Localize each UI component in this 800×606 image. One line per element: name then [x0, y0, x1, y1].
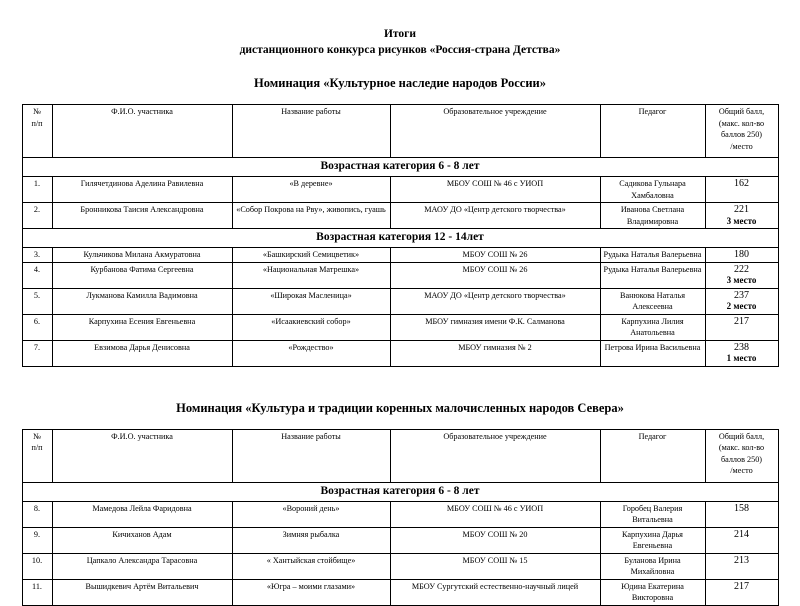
cell-participant-name: Курбанова Фатима Сергеевна — [52, 262, 232, 288]
column-header-score-line1: Общий балл, — [718, 107, 765, 116]
score-value: 217 — [734, 580, 749, 592]
score-value: 222 — [734, 263, 749, 275]
cell-score — [705, 527, 778, 553]
cell-score — [705, 340, 778, 366]
score-place: 1 место — [726, 353, 757, 363]
cell-teacher: Иванова Светлана Владимировна — [600, 203, 705, 229]
age-category-row — [22, 229, 778, 248]
score-value: 221 — [734, 204, 749, 215]
cell-work-title: «Национальная Матрешка» — [232, 262, 390, 288]
cell-institution: МБОУ СОШ № 26 — [390, 262, 600, 288]
cell-number: 9. — [22, 527, 52, 553]
score-place: 3 место — [726, 215, 757, 226]
cell-number: 7. — [22, 340, 52, 366]
cell-institution: МБОУ Сургутский естественно-научный лицей — [390, 579, 600, 605]
cell-work-title: Зимняя рыбалка — [232, 527, 390, 553]
cell-participant-name: Лукманова Камилла Вадимовна — [52, 288, 232, 314]
cell-score — [705, 177, 778, 203]
cell-participant-name: Бронникова Таисия Александровна — [52, 203, 232, 229]
column-header-score-line3: баллов 250) — [720, 454, 763, 464]
cell-institution: МБОУ СОШ № 46 с УИОП — [390, 177, 600, 203]
results-table-wrapper-2 — [0, 416, 800, 606]
column-header-teacher: Педагог — [600, 105, 705, 158]
cell-institution: МБОУ СОШ № 46 с УИОП — [390, 501, 600, 527]
table-row — [22, 177, 778, 203]
section-spacer-1 — [0, 367, 800, 383]
cell-teacher: Рудыка Наталья Валерьевна — [600, 248, 705, 263]
column-header-work: Название работы — [232, 429, 390, 482]
table-header-row — [22, 429, 778, 482]
cell-institution: МАОУ ДО «Центр детского творчества» — [390, 203, 600, 229]
score-value: 158 — [734, 502, 749, 514]
cell-institution: МБОУ СОШ № 26 — [390, 248, 600, 263]
age-category-label: Возрастная категория 12 - 14лет — [22, 229, 778, 248]
cell-number: 11. — [22, 579, 52, 605]
column-header-fio: Ф.И.О. участника — [52, 105, 232, 158]
age-category-label: Возрастная категория 6 - 8 лет — [22, 158, 778, 177]
cell-participant-name: Гилячетдинова Аделина Равилевна — [52, 177, 232, 203]
cell-participant-name: Кичиханов Адам — [52, 527, 232, 553]
score-value: 217 — [734, 315, 749, 327]
cell-teacher: Карпухина Дарья Евгеньевна — [600, 527, 705, 553]
cell-work-title: « Хантыйская стойбище» — [232, 553, 390, 579]
table-row — [22, 203, 778, 229]
cell-number: 8. — [22, 501, 52, 527]
table-row — [22, 248, 778, 263]
table-row — [22, 579, 778, 605]
table-row — [22, 501, 778, 527]
column-header-fio: Ф.И.О. участника — [52, 429, 232, 482]
column-header-num — [22, 429, 52, 482]
cell-score — [705, 203, 778, 229]
table-header-1 — [22, 105, 778, 158]
document-title-block — [0, 0, 800, 58]
cell-score — [705, 314, 778, 340]
table-row — [22, 527, 778, 553]
column-header-num-line2: п/п — [31, 118, 43, 128]
cell-work-title: «Вороний день» — [232, 501, 390, 527]
score-value: 213 — [734, 554, 749, 566]
cell-participant-name: Кульчикова Милана Акмуратовна — [52, 248, 232, 263]
table-header-2 — [22, 429, 778, 482]
age-category-row — [22, 482, 778, 501]
cell-teacher: Горобец Валерия Витальевна — [600, 501, 705, 527]
cell-participant-name: Вышидкевич Артём Витальевич — [52, 579, 232, 605]
score-place: 3 место — [726, 275, 757, 285]
cell-institution: МБОУ гимназия имени Ф.К. Салманова — [390, 314, 600, 340]
score-value: 180 — [734, 249, 749, 260]
results-table-2 — [22, 429, 779, 606]
column-header-num-line2: п/п — [31, 443, 43, 452]
cell-score — [705, 501, 778, 527]
page-title-line-1: Итоги — [383, 28, 417, 40]
cell-number: 10. — [22, 553, 52, 579]
column-header-teacher: Педагог — [600, 429, 705, 482]
column-header-score-line2: (макс. кол-во — [718, 118, 765, 128]
score-value: 162 — [734, 178, 749, 189]
cell-number: 4. — [22, 262, 52, 288]
cell-teacher: Юдина Екатерина Викторовна — [600, 579, 705, 605]
age-category-row — [22, 158, 778, 177]
column-header-num — [22, 105, 52, 158]
cell-work-title: «Башкирский Семицветик» — [232, 248, 390, 263]
column-header-score-line3: баллов 250) — [720, 130, 763, 139]
column-header-score-line4: /место — [730, 141, 753, 151]
score-value: 214 — [734, 528, 749, 540]
column-header-num-line1: № — [33, 431, 41, 441]
column-header-institution: Образовательное учреждение — [390, 105, 600, 158]
cell-teacher: Рудыка Наталья Валерьевна — [600, 262, 705, 288]
cell-teacher: Петрова Ирина Васильевна — [600, 340, 705, 366]
cell-work-title: «В деревне» — [232, 177, 390, 203]
table-row — [22, 288, 778, 314]
column-header-institution: Образовательное учреждение — [390, 429, 600, 482]
table-row — [22, 314, 778, 340]
cell-work-title: «Широкая Масленица» — [232, 288, 390, 314]
cell-work-title: «Исаакиевский собор» — [232, 314, 390, 340]
column-header-score-line4: /место — [730, 466, 753, 475]
cell-institution: МБОУ СОШ № 15 — [390, 553, 600, 579]
score-value: 237 — [734, 289, 749, 301]
results-table-wrapper-1 — [0, 91, 800, 367]
cell-number: 6. — [22, 314, 52, 340]
cell-participant-name: Евзимова Дарья Денисовна — [52, 340, 232, 366]
column-header-score — [705, 105, 778, 158]
cell-teacher: Ванюкова Наталья Алексеевна — [600, 288, 705, 314]
cell-score — [705, 262, 778, 288]
cell-score — [705, 288, 778, 314]
cell-participant-name: Мамедова Лейла Фаридовна — [52, 501, 232, 527]
table-row — [22, 262, 778, 288]
cell-number: 2. — [22, 203, 52, 229]
score-place: 2 место — [726, 301, 757, 311]
cell-work-title: «Рождество» — [232, 340, 390, 366]
cell-work-title: «Собор Покрова на Рву», живопись, гуашь — [232, 203, 390, 229]
cell-institution: МБОУ СОШ № 20 — [390, 527, 600, 553]
cell-institution: МАОУ ДО «Центр детского творчества» — [390, 288, 600, 314]
table-body-2 — [22, 482, 778, 605]
cell-score — [705, 248, 778, 263]
cell-teacher: Карпухина Лилия Анатольевна — [600, 314, 705, 340]
cell-participant-name: Цапкало Александра Тарасовна — [52, 553, 232, 579]
table-body-1 — [22, 158, 778, 367]
age-category-label: Возрастная категория 6 - 8 лет — [22, 482, 778, 501]
cell-number: 5. — [22, 288, 52, 314]
cell-teacher: Садикова Гульнара Хамбаловна — [600, 177, 705, 203]
cell-number: 3. — [22, 248, 52, 263]
cell-teacher: Буланова Ирина Михайловна — [600, 553, 705, 579]
cell-work-title: «Югра – моими глазами» — [232, 579, 390, 605]
table-row — [22, 553, 778, 579]
nomination-heading-2: Номинация «Культура и традиции коренных малочисленных народов Севера» — [176, 400, 624, 415]
cell-institution: МБОУ гимназия № 2 — [390, 340, 600, 366]
page-title-line-2: дистанционного конкурса рисунков «Россия-страна Детства» — [239, 44, 561, 56]
cell-participant-name: Карпухина Есения Евгеньевна — [52, 314, 232, 340]
nomination-heading-1: Номинация «Культурное наследие народов России» — [254, 76, 546, 90]
cell-number: 1. — [22, 177, 52, 203]
results-table-1 — [22, 104, 779, 367]
cell-score — [705, 553, 778, 579]
column-header-work: Название работы — [232, 105, 390, 158]
cell-score — [705, 579, 778, 605]
score-value: 238 — [734, 341, 749, 353]
column-header-score-line1: Общий балл, — [718, 431, 765, 441]
column-header-score-line2: (макс. кол-во — [718, 443, 765, 452]
column-header-score — [705, 429, 778, 482]
table-row — [22, 340, 778, 366]
column-header-num-line1: № — [33, 107, 41, 116]
table-header-row — [22, 105, 778, 158]
